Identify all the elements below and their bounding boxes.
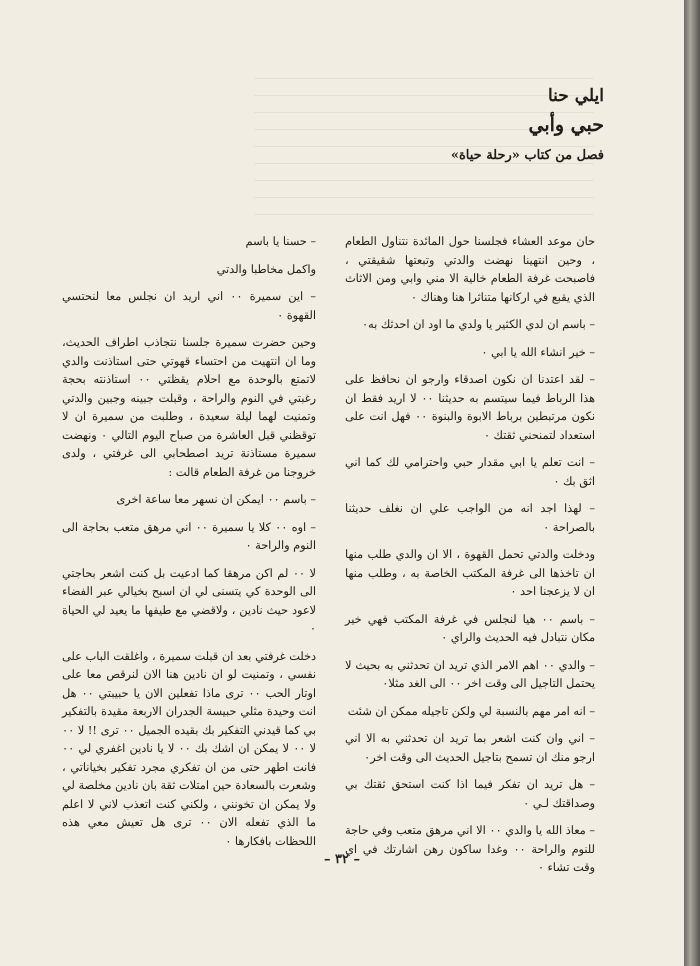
paragraph: – خير انشاء الله يا ابي ٠ [481,345,595,359]
text-column-right [345,233,595,887]
paragraph: – اين سميرة ٠٠ اني اريد ان نجلس معا لنحتسي القهوة ٠ [62,290,316,322]
paragraph: – لقد اعتدنا ان نكون اصدقاء وارجو ان نحافظ على هذا الرباط فيما سيتسم به حديثنا ٠٠ لا اريد فقط ان نكون مرتبطين برباط الابوة والبنوة ٠٠ فهل انت على استعداد لتمنحني ثقتك ٠ [345,373,595,442]
paragraph: ودخلت والدتي تحمل القهوة ، الا ان والدي طلب منها ان تاخذها الى غرفة المكتب الخاصة به ، وطلب منها ان لا يزعجنا احد ٠ [345,548,595,598]
paragraph: واكمل مخاطبا والدتي [216,262,316,276]
paragraph: – والدي ٠٠ اهم الامر الذي تريد ان تحدثني به بحيث لا يحتمل التاجيل الى وقت اخر ٠٠ الى الغد مثلا٠ [345,658,595,690]
paragraph: – حسنا يا باسم [245,235,316,248]
paragraph: لا ٠٠ لم اكن مرهقا كما ادعيت بل كنت اشعر بحاجتي الى الوحدة كي يتسنى لي ان اسبح بخيالي عبر الفضاء لاعود حيث نادين ، ولاقضي مع طيفها ما يعيد لي الحياة ٠ [62,566,316,635]
paragraph: – باسم ٠٠ ايمكن ان نسهر معا ساعة اخرى [116,493,316,506]
paragraph: – باسم ان لدي الكثير يا ولدي ما اود ان احدثك به٠ [361,318,595,331]
paragraph: – معاذ الله يا والدي ٠٠ الا اني مرهق متعب وفي حاجة للنوم والراحة ٠٠ وغدا ساكون رهن اشارتك في اي وقت تشاء ٠ [345,824,595,874]
paragraph: حان موعد العشاء فجلسنا حول المائدة نتناول الطعام ، وحين انتهينا نهضت والدتي وتبعتها شقيقتي ، فاصبحت غرفة الطعام خالية الا مني وابي ومن الاثاث الذي يقبع في اركانها متناثرا هنا وهناك ٠ [345,235,595,304]
author-name: ايلي حنا [548,86,604,106]
article-header [204,80,604,163]
paragraph: – انه امر مهم بالنسبة لي ولكن تاجيله ممكن ان شئت [347,704,595,718]
page-number: – ٣٢ – [323,852,361,867]
paragraph: وحين حضرت سميرة جلسنا نتجاذب اطراف الحديث، وما ان انتهيت من احتساء قهوتي حتى استاذنت والدي لاتمتع بالوحدة مع احلام يقظتي ٠٠ استاذنته بحجة رغبتي في النوم والراحة ، وقبلت جبينه وجبين والدتي وتمنيت لهما ليلة سعيدة ، وطلبت من سميرة ان لا توقظني قبل العاشرة من صباح اليوم التالي ٠ ونهضت سميرة مستاذنة تريد اصطحابي الى غرفتي ، ولدى خروجنا من غرفة الطعام قالت : [62,336,316,479]
paragraph: – اني وان كنت اشعر بما تريد ان تحدثني به الا اني ارجو منك ان تسمح بتاجيل الحديث الى وقت اخر٠ [345,732,595,764]
article-subtitle: فصل من كتاب «رحلة حياة» [450,148,604,163]
paragraph: – اوه ٠٠ كلا يا سميرة ٠٠ اني مرهق متعب بحاجة الى النوم والراحة ٠ [62,520,317,552]
paragraph: – لهذا اجد انه من الواجب علي ان نغلف حديثنا بالصراحة ٠ [345,502,595,534]
paragraph: دخلت غرفتي بعد ان قبلت سميرة ، واغلقت الباب على نفسي ، وتمنيت لو ان نادين هنا الان لنرقص معا على اوتار الحب ٠٠ ترى ماذا تفعلين الان يا حبيبتي ٠٠ هل انت وحيدة مثلي حبيسة الجدران الاربعة مقيدة بالتفكير بي كما قيدني التفكير بك بقيده الجميل ٠٠ ترى !! لا ٠٠ لا ٠٠ لا يمكن ان اشك بك ٠٠ لا يا نادين اغفري لي ٠٠ فانت اطهر حتى من ان تفكري مجرد تفكير بخياناتي ، وشعرت بالسعادة حين امتلات ثقة بان نادين مخلصة لي ولا يمكن ان تخونني ، ولكني كنت اتعذب لاني لا اعلم ما الذي تفعله الان ٠٠ ترى هل تعيش معي هذه اللحظات بافكارها ٠ [62,649,316,848]
page-edge [684,0,700,966]
paragraph: – انت تعلم يا ابي مقدار حبي واحترامي لك كما اني اثق بك ٠ [345,456,595,488]
text-column-left [62,233,316,860]
article-title: حبي وأبي [528,114,604,136]
paragraph: – باسم ٠٠ هيا لنجلس في غرفة المكتب فهي خير مكان نتبادل فيه الحديث والراي ٠ [345,612,595,644]
paragraph: – هل تريد ان تفكر فيما اذا كنت استحق ثقتك بي وصداقتك لـي ٠ [345,778,595,810]
